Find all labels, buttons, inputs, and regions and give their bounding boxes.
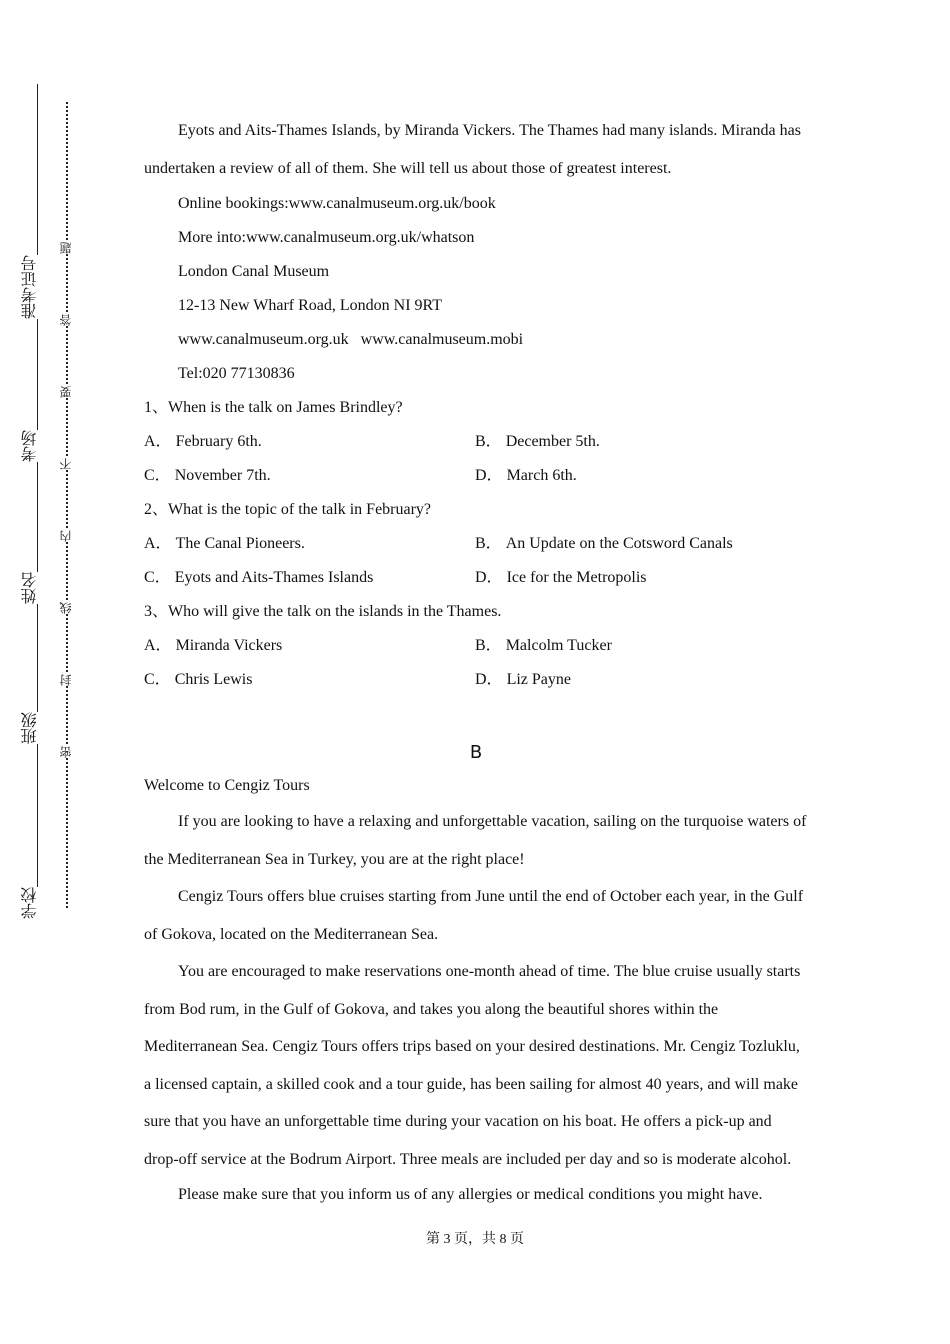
question-2-stem: 2、What is the topic of the talk in February? (144, 501, 432, 518)
question-3-stem: 3、Who will give the talk on the islands in the Thames. (144, 603, 502, 620)
museum-websites: www.canalmuseum.org.uk www.canalmuseum.mobi (178, 331, 524, 348)
option-a[interactable]: A． February 6th. (144, 433, 262, 450)
section-b-paragraph-3: You are encouraged to make reservations one-month ahead of time. The blue cruise usually starts from Bod rum, in the Gulf of Gokova, and takes you along the beautiful shores within the Mediterranean Sea. Cengiz Tours offers trips based on your desired destinations. Mr. Cengiz Tozluklu, a licensed captain, a skilled cook and a tour guide, has been sailing for almost 40 years, and will make sure that you have an unforgettable time during your vacation on his boat. He offers a pick-up and drop-off service at the Bodrum Airport. Three meals are included per day and so is moderate alcohol. (144, 963, 801, 1168)
question-1-stem: 1、When is the talk on James Brindley? (144, 399, 403, 416)
warning-char: 封 (59, 674, 73, 686)
binding-solid-line (37, 84, 38, 914)
warning-char: 答 (59, 314, 73, 326)
section-b-heading: B (469, 742, 483, 763)
museum-address: 12-13 New Wharf Road, London NI 9RT (178, 297, 443, 314)
more-info-line: More into:www.canalmuseum.org.uk/whatson (178, 229, 475, 246)
option-b[interactable]: B． Malcolm Tucker (475, 637, 612, 654)
question-3-options-row (144, 663, 808, 697)
warning-char: 题 (59, 242, 73, 254)
museum-name: London Canal Museum (178, 263, 330, 280)
name-label: 姓名 (22, 572, 54, 604)
question-2-options-row (144, 527, 808, 561)
question-1-options-row (144, 425, 808, 459)
exam-room-label: 考场 (22, 430, 54, 462)
question-1-options-row (144, 459, 808, 493)
option-c[interactable]: C． Eyots and Aits-Thames Islands (144, 569, 374, 586)
section-b-paragraph-1: If you are looking to have a relaxing and unforgettable vacation, sailing on the turquoise waters of the Mediterranean Sea in Turkey, you are at the right place! (144, 813, 807, 868)
warning-char: 内 (59, 530, 73, 542)
option-c[interactable]: C． Chris Lewis (144, 671, 253, 688)
binding-margin (0, 0, 110, 1344)
binding-dotted-line (66, 102, 68, 908)
class-label: 班级 (22, 712, 54, 744)
option-a[interactable]: A． The Canal Pioneers. (144, 535, 305, 552)
option-a[interactable]: A． Miranda Vickers (144, 637, 283, 654)
section-b-paragraph-2: Cengiz Tours offers blue cruises starting from June until the end of October each year, in the Gulf of Gokova, located on the Mediterranean Sea. (144, 888, 804, 943)
page-number-footer: 第 3 页，共 8 页 (426, 1232, 524, 1247)
option-d[interactable]: D． March 6th. (475, 467, 577, 484)
question-3-options-row (144, 629, 808, 663)
question-2-options-row (144, 561, 808, 595)
option-c[interactable]: C． November 7th. (144, 467, 271, 484)
option-b[interactable]: B． An Update on the Cotsword Canals (475, 535, 733, 552)
section-b-paragraph-4: Please make sure that you inform us of any allergies or medical conditions you might have. (178, 1186, 763, 1203)
section-b-title: Welcome to Cengiz Tours (144, 777, 310, 794)
museum-telephone: Tel:020 77130836 (178, 365, 295, 382)
option-d[interactable]: D． Ice for the Metropolis (475, 569, 647, 586)
option-d[interactable]: D． Liz Payne (475, 671, 571, 688)
warning-char: 密 (59, 746, 73, 758)
page-content (144, 112, 808, 1212)
warning-char: 要 (59, 386, 73, 398)
option-b[interactable]: B． December 5th. (475, 433, 600, 450)
warning-char: 不 (59, 458, 73, 470)
passage-a-paragraph: Eyots and Aits-Thames Islands, by Miranda Vickers. The Thames had many islands. Miranda has undertaken a review of all of them. She will tell us about those of greatest interest. (144, 122, 801, 177)
online-bookings-line: Online bookings:www.canalmuseum.org.uk/book (178, 195, 496, 212)
exam-number-label: 准考证号 (22, 255, 54, 319)
school-label: 学校 (22, 887, 54, 919)
warning-char: 线 (59, 602, 73, 614)
